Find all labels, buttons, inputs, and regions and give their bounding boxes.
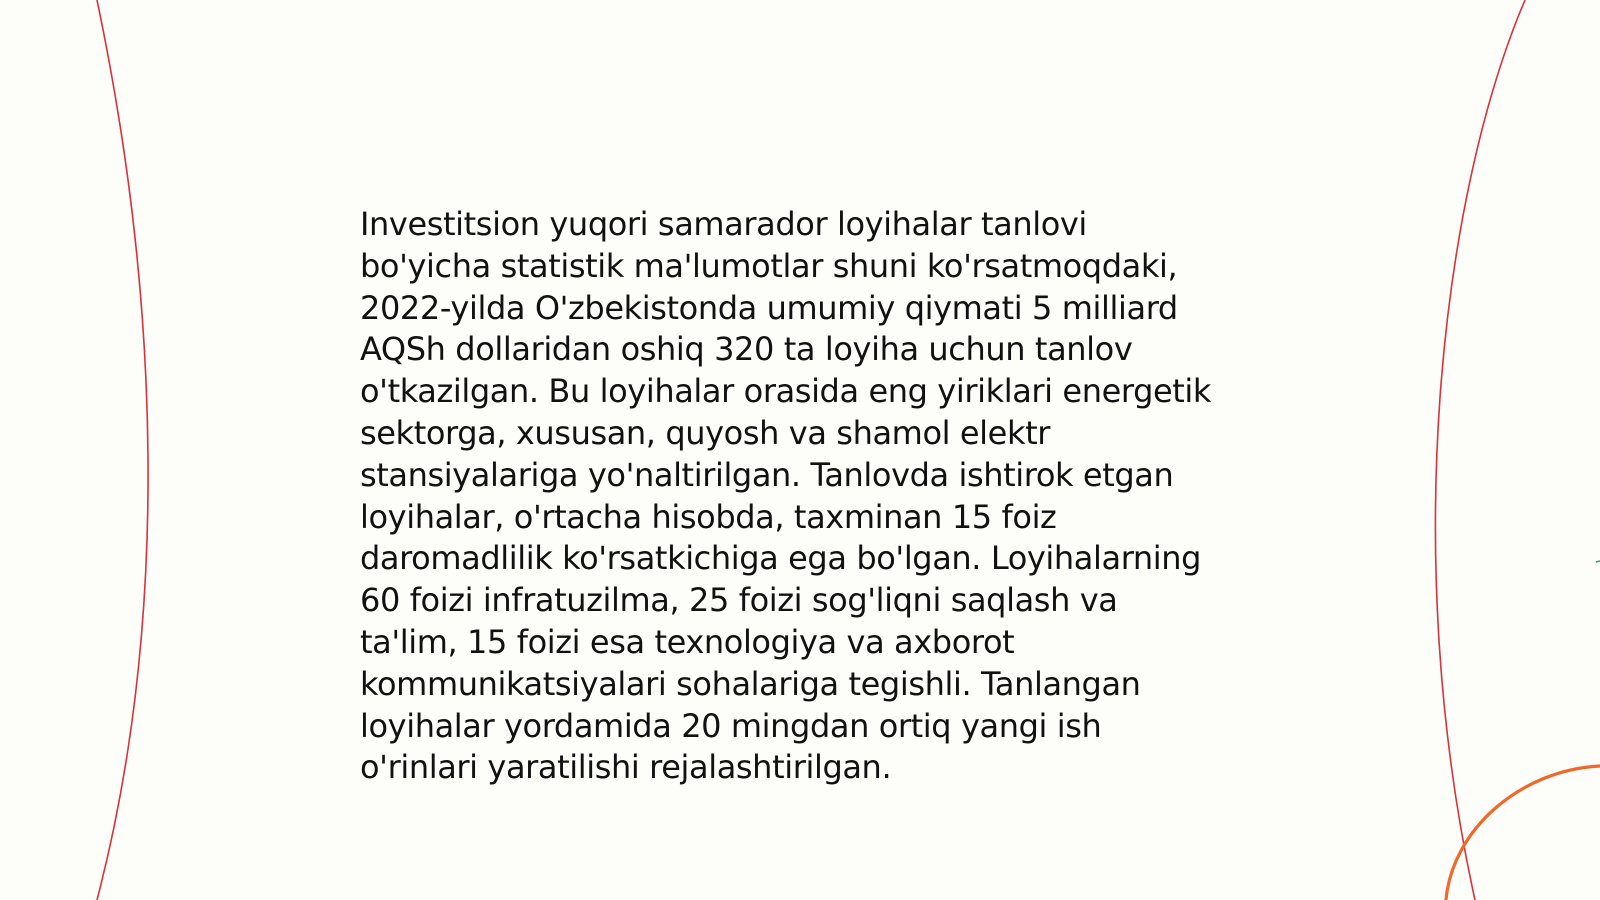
paragraph-line: o'rinlari yaratilishi rejalashtirilgan.: [360, 748, 892, 787]
paragraph-line: o'tkazilgan. Bu loyihalar orasida eng yiriklari energetik: [360, 372, 1212, 411]
paragraph-line: loyihalar, o'rtacha hisobda, taxminan 15 foiz: [360, 497, 1057, 536]
teal-accent-mark: [1596, 561, 1600, 562]
left-red-arc: [97, 0, 148, 900]
paragraph-line: kommunikatsiyalari sohalariga tegishli. Tanlangan: [360, 664, 1141, 703]
paragraph-line: stansiyalariga yo'naltirilgan. Tanlovda ishtirok etgan: [360, 455, 1174, 494]
paragraph-line: bo'yicha statistik ma'lumotlar shuni ko'rsatmoqdaki,: [360, 246, 1178, 285]
paragraph-line: loyihalar yordamida 20 mingdan ortiq yangi ish: [360, 706, 1102, 745]
paragraph-line: ta'lim, 15 foizi esa texnologiya va axborot: [360, 622, 1015, 661]
orange-circle-arc: [1446, 766, 1600, 900]
paragraph-line: daromadlilik ko'rsatkichiga ega bo'lgan. Loyihalarning: [360, 539, 1202, 578]
paragraph-line: AQSh dollaridan oshiq 320 ta loyiha uchun tanlov: [360, 330, 1133, 369]
paragraph-line: Investitsion yuqori samarador loyihalar tanlovi: [360, 205, 1087, 243]
body-paragraph: [360, 204, 1260, 789]
paragraph-line: 60 foizi infratuzilma, 25 foizi sog'liqni saqlash va: [360, 581, 1118, 620]
right-red-arc: [1435, 0, 1525, 900]
paragraph-line: sektorga, xususan, quyosh va shamol elektr: [360, 413, 1050, 452]
paragraph-line: 2022-yilda O'zbekistonda umumiy qiymati 5 milliard: [360, 288, 1178, 327]
